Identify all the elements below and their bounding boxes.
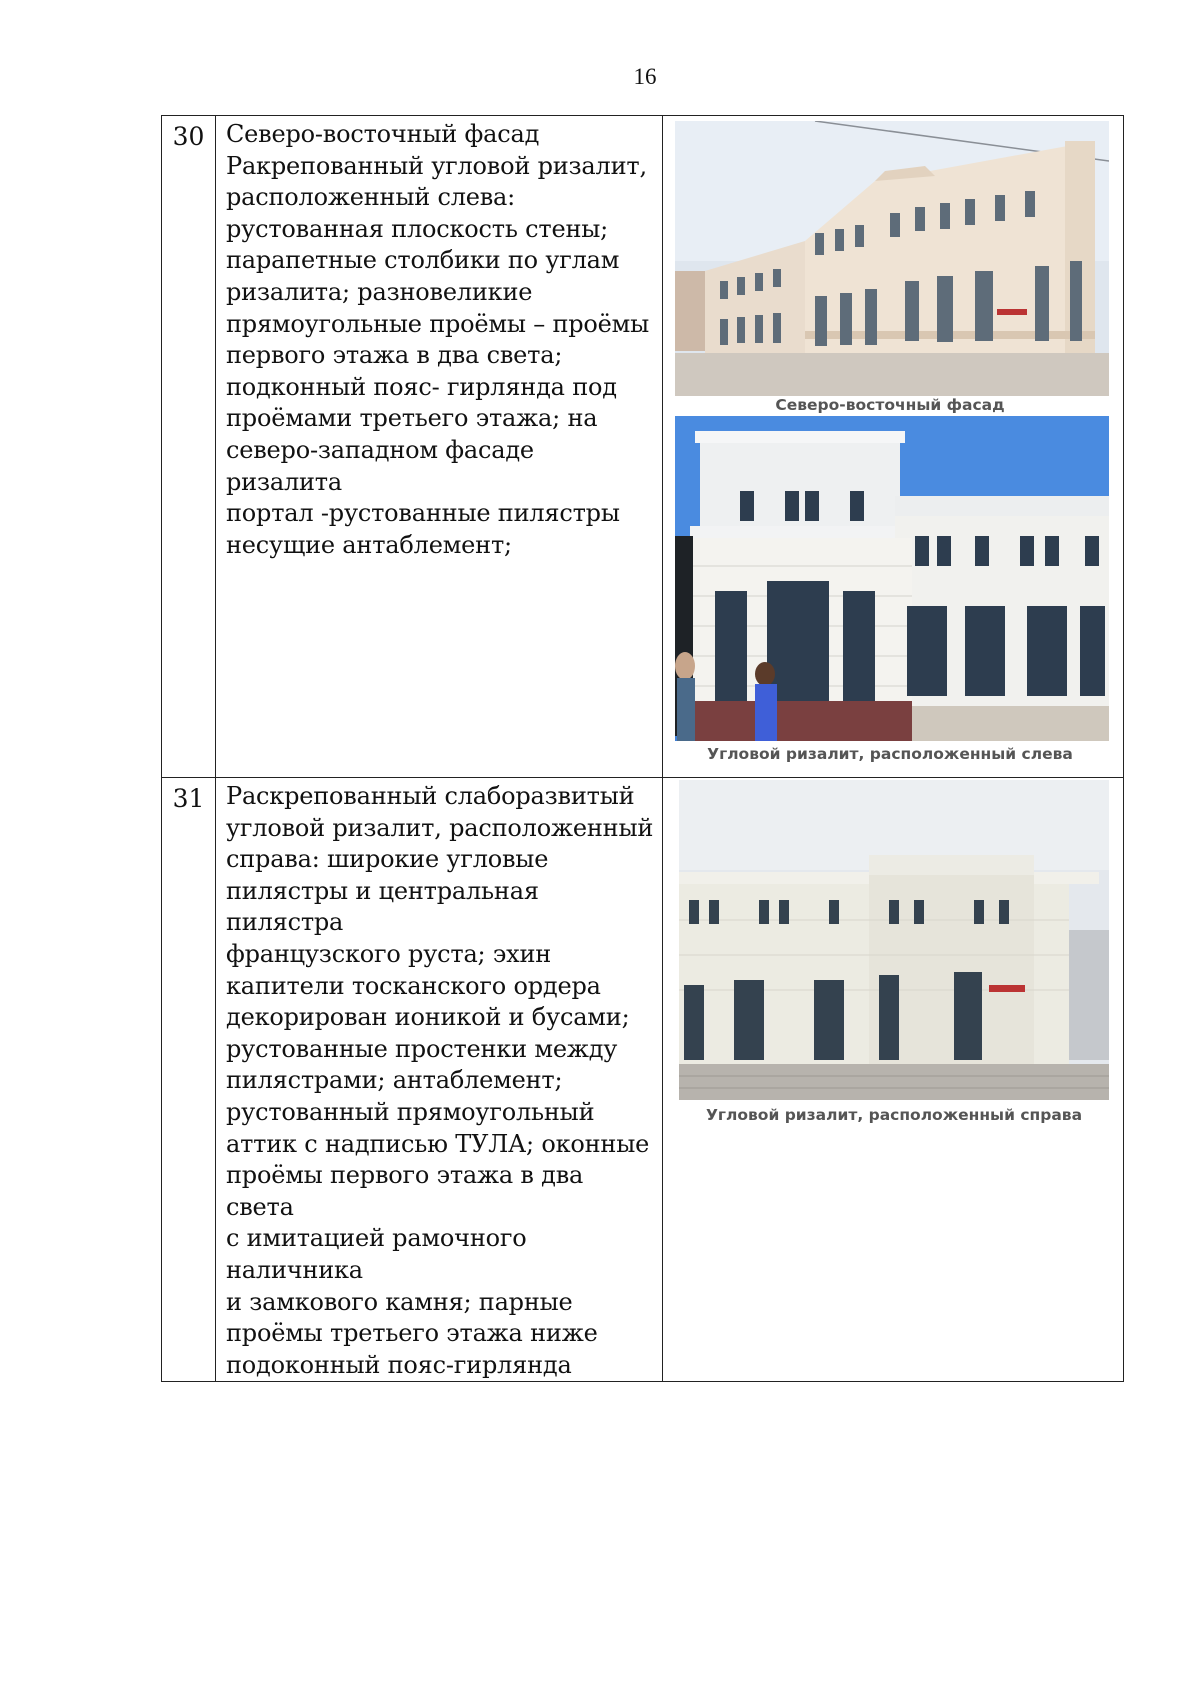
description-text: Северо-восточный фасад Ракрепованный угловой ризалит, расположенный слева: рустованная плоскость стены; парапетные столбики по углам ризалита; разновеликие прямоугольные проёмы – проёмы первого этажа в два света; подконный пояс- гирлянда под проёмами третьего этажа; на северо-западном фасаде ризалита портал -рустованные пилястры несущие антаблемент; (226, 120, 650, 559)
row-number: 30 (162, 116, 216, 778)
photo-left-corner-risalit (675, 416, 1109, 741)
photo-caption: Угловой ризалит, расположенный справа (705, 1106, 1083, 1124)
photo-block (679, 780, 1123, 1124)
photo-block (675, 416, 1123, 763)
table-row (162, 116, 1124, 778)
photo-block (675, 121, 1123, 414)
photo-cell (663, 778, 1124, 1382)
row-number: 31 (162, 778, 216, 1382)
photo-right-corner-risalit (679, 780, 1109, 1100)
document-table (161, 115, 1124, 1382)
description-text: Раскрепованный слаборазвитый угловой ризалит, расположенный справа: широкие угловые пилястры и центральная пилястра французского руста; эхин капители тосканского ордера декорирован ионикой и бусами; рустованные простенки между пилястрами; антаблемент; рустованный прямоугольный аттик с надписью ТУЛА; оконные проёмы первого этажа в два света с имитацией рамочного наличника и замкового камня; парные проёмы третьего этажа ниже подоконный пояс-гирлянда (226, 782, 654, 1379)
photo-north-east-facade (675, 121, 1109, 396)
table-row (162, 778, 1124, 1382)
page-number: 16 (633, 64, 657, 89)
row-description (216, 116, 663, 778)
row-description (216, 778, 663, 1382)
photo-caption: Угловой ризалит, расположенный слева (707, 745, 1073, 763)
photo-cell (663, 116, 1124, 778)
photo-caption: Северо-восточный фасад (775, 396, 1005, 414)
